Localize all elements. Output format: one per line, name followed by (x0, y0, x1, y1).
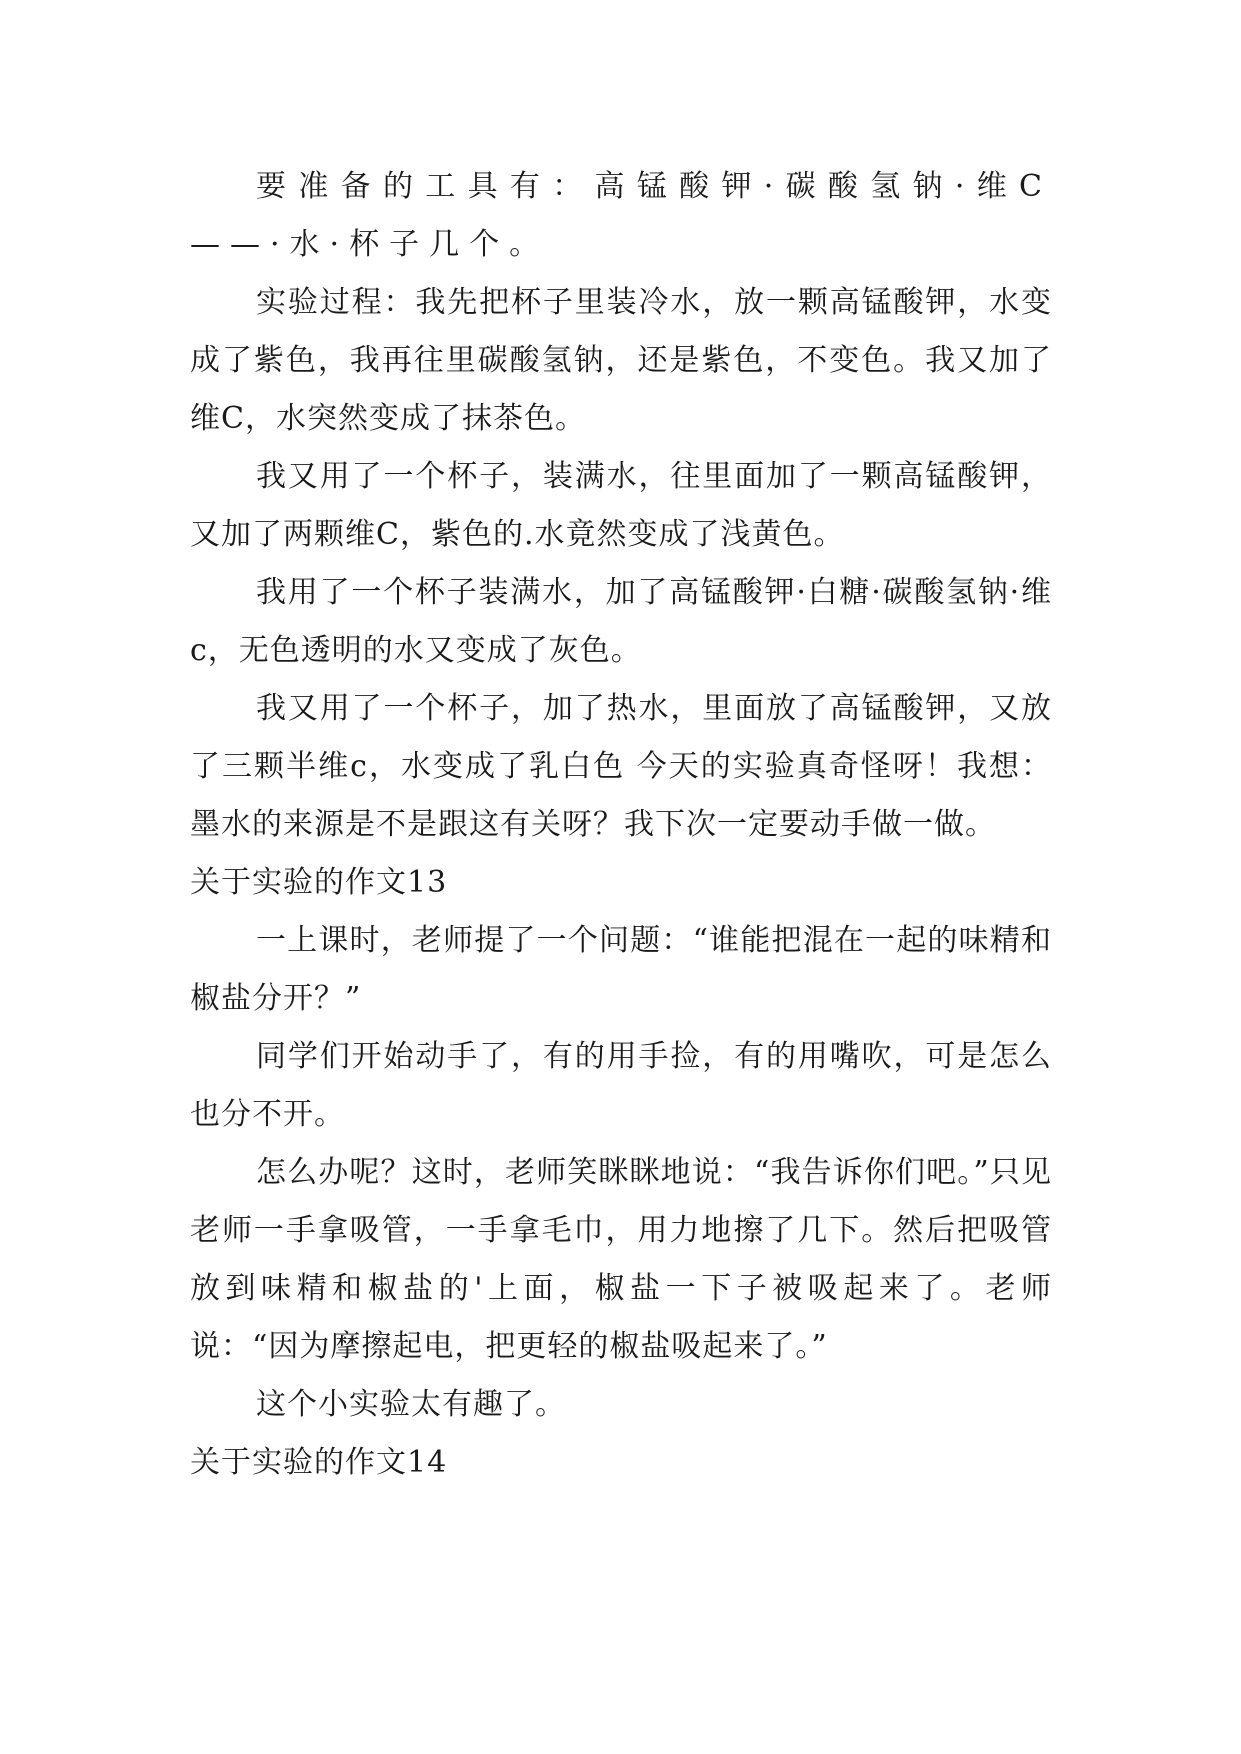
paragraph-13-attempts: 同学们开始动手了，有的用手捡，有的用嘴吹，可是怎么也分不开。 (190, 1039, 1052, 1132)
paragraph-second-cup: 我又用了一个杯子，装满水，往里面加了一颗高锰酸钾，又加了两颗维C，紫色的.水竟然变成了浅黄色。 (190, 459, 1052, 552)
paragraph-tools: 要准备的工具有：高锰酸钾·碳酸氢钠·维C——·水·杯子几个。 (190, 169, 1052, 262)
paragraph-process: 实验过程：我先把杯子里装冷水，放一颗高锰酸钾，水变成了紫色，我再往里碳酸氢钠，还是紫色，不变色。我又加了维C，水突然变成了抹茶色。 (190, 285, 1052, 436)
essay-heading-13: 关于实验的作文13 (190, 865, 448, 900)
paragraph-13-question: 一上课时，老师提了一个问题：“谁能把混在一起的味精和椒盐分开？” (190, 923, 1052, 1016)
paragraph-fourth-cup: 我又用了一个杯子，加了热水，里面放了高锰酸钾，又放了三颗半维c，水变成了乳白色 今天的实验真奇怪呀！我想：墨水的来源是不是跟这有关呀？我下次一定要动手做一做。 (190, 691, 1052, 842)
paragraph-13-demo: 怎么办呢？这时，老师笑眯眯地说：“我告诉你们吧。”只见老师一手拿吸管，一手拿毛巾，用力地擦了几下。然后把吸管放到味精和椒盐的'上面，椒盐一下子被吸起来了。老师说：“因为摩擦起电，把更轻的椒盐吸起来了。” (190, 1155, 1052, 1364)
essay-heading-14: 关于实验的作文14 (190, 1445, 448, 1480)
paragraph-third-cup: 我用了一个杯子装满水，加了高锰酸钾·白糖·碳酸氢钠·维c，无色透明的水又变成了灰色。 (190, 575, 1052, 668)
paragraph-13-conclusion: 这个小实验太有趣了。 (256, 1387, 566, 1422)
document-body (190, 158, 1052, 1492)
